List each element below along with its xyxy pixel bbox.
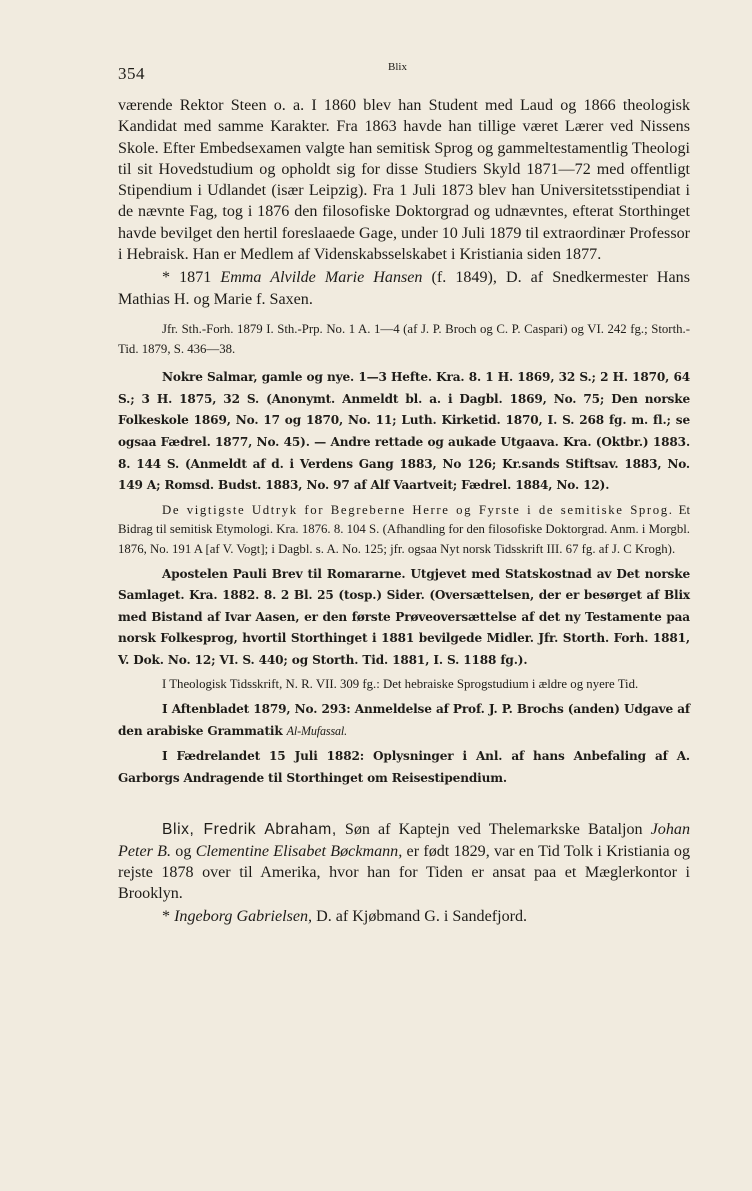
entry-text-b: og: [175, 842, 192, 860]
page-number: 354: [118, 64, 145, 83]
marriage-prefix: * 1871: [162, 269, 212, 287]
page-body: [118, 95, 690, 927]
running-head: Blix: [388, 61, 407, 73]
wife-name-2: Ingeborg Gabrielsen,: [174, 908, 313, 926]
work-title: De vigtigste Udtryk for Begreberne Herre og Fyrste i de semitiske Sprog.: [162, 502, 674, 517]
references: Jfr. Sth.-Forh. 1879 I. Sth.-Prp. No. 1 A. 1—4 (af J. P. Broch og C. P. Caspari) og VI. 242 fg.; Storth.-Tid. 1879, S. 436—38.: [118, 321, 690, 356]
entry-text-c: er født 1829, var en Tid Tolk i Kristiania og rejste 1878 over til Amerika, hvor han for Tiden er ansat paa et Mæglerkontor i Brooklyn.: [118, 842, 690, 903]
page-header: [118, 58, 690, 88]
marriage-line: [118, 267, 690, 310]
work-aftenbladet: [118, 699, 690, 742]
entry-fredrik-abraham-blix: [118, 819, 690, 927]
entry-text-a: Søn af Kaptejn ved Thelemarkske Bataljon: [344, 821, 643, 839]
marriage-details: (f. 1849), D. af Snedkermester Hans Mathias H. og Marie f. Saxen.: [118, 269, 690, 308]
wife-details-2: D. af Kjøbmand G. i Sandefjord.: [316, 908, 528, 926]
work-details: Et Bidrag til semitisk Etymologi. Kra. 1876. 8. 104 S. (Afhandling for den filosofiske Doktorgrad. Anm. i Morgbl. 1876, No. 191 A [af V. Vogt]; i Dagbl. s. A. No. 125; jfr. ogsaa Nyt norsk Tidsskrift III. 67 fg. af J. C Krogh).: [118, 502, 690, 556]
work-nokre-salmar: Nokre Salmar, gamle og nye. 1—3 Hefte. Kra. 8. 1 H. 1869, 32 S.; 2 H. 1870, 64 S.; 3 H. 1875, 32 S. (Anonymt. Anmeldt bl. a. i Dagbl. 1869, No. 75; Den norske Folkeskole 1869, No. 17 og 1870, No. 11; Luth. Kirketid. 1870, I. S. 268 fg. m. fl.; se ogsaa Fædrel. 1877, No. 45). — Andre rettade og aukade Utgaava. Kra. (Oktbr.) 1883. 8. 144 S. (Anmeldt af d. i Verdens Gang 1883, No 126; Kr.sands Stiftsav. 1883, No. 149 A; Romsd. Budst. 1883, No. 97 af Alf Vaartveit; Fædrel. 1884, No. 12).: [118, 370, 690, 493]
entry-name: Blix, Fredrik Abraham,: [162, 821, 337, 839]
marriage-mark-2: *: [162, 908, 171, 926]
mother-name: Clementine Elisabet Bøckmann,: [195, 842, 403, 860]
work-theologisk-tidsskrift: I Theologisk Tidsskrift, N. R. VII. 309 fg.: Det hebraiske Sprogstudium i ældre og nyere Tid.: [162, 677, 639, 692]
wife-name: Emma Alvilde Marie Hansen: [220, 269, 423, 287]
marriage-line-2: [118, 906, 690, 927]
work-aftenbladet-title: Al-Mufassal.: [286, 723, 347, 738]
work-aftenbladet-text: I Aftenbladet 1879, No. 293: Anmeldelse af Prof. J. P. Brochs (anden) Udgave af den arabiske Grammatik: [118, 702, 690, 738]
work-udtryk-for-begreberne: [118, 501, 690, 560]
work-apostelen-pauli: Apostelen Pauli Brev til Romararne. Utgjevet med Statskostnad av Det norske Samlaget. Kra. 1882. 8. 2 Bl. 25 (tosp.) Sider. (Oversættelsen, der er besørget af Blix med Bistand af Ivar Aasen, er den første Prøveoversættelse af det ny Testamente paa norsk Folkesprog, hvortil Storthinget i 1881 bevilgede Midler. Jfr. Storth. Forh. 1881, V. Dok. No. 12; VI. S. 440; og Storth. Tid. 1881, I. S. 1188 fg.).: [118, 566, 690, 667]
biography-paragraph: værende Rektor Steen o. a. I 1860 blev han Student med Laud og 1866 theologisk Kandidat med samme Karakter. Fra 1863 havde han tillige været Lærer ved Nissens Skole. Efter Embedsexamen valgte han semitisk Sprog og gammeltestamentlig Theologi til sit Hovedstudium og opholdt sig for disse Studiers Skyld 1871—72 med offentligt Stipendium i Udlandet (især Leipzig). Fra 1 Juli 1873 blev han Universitetsstipendiat i de nævnte Fag, tog i 1876 den filosofiske Doktorgrad og udnævntes, efterat Storthinget havde bevilget den hertil foreslaaede Gage, under 10 Juli 1879 til extraordinær Professor i Hebraisk. Han er Medlem af Videnskabsselskabet i Kristiania siden 1877.: [118, 97, 690, 264]
father-name: Johan Peter B.: [118, 821, 690, 860]
work-faedrelandet: I Fædrelandet 15 Juli 1882: Oplysninger i Anl. af hans Anbefaling af A. Garborgs Andragende til Storthinget om Reisestipendium.: [118, 749, 690, 785]
entry-paragraph: [118, 819, 690, 904]
